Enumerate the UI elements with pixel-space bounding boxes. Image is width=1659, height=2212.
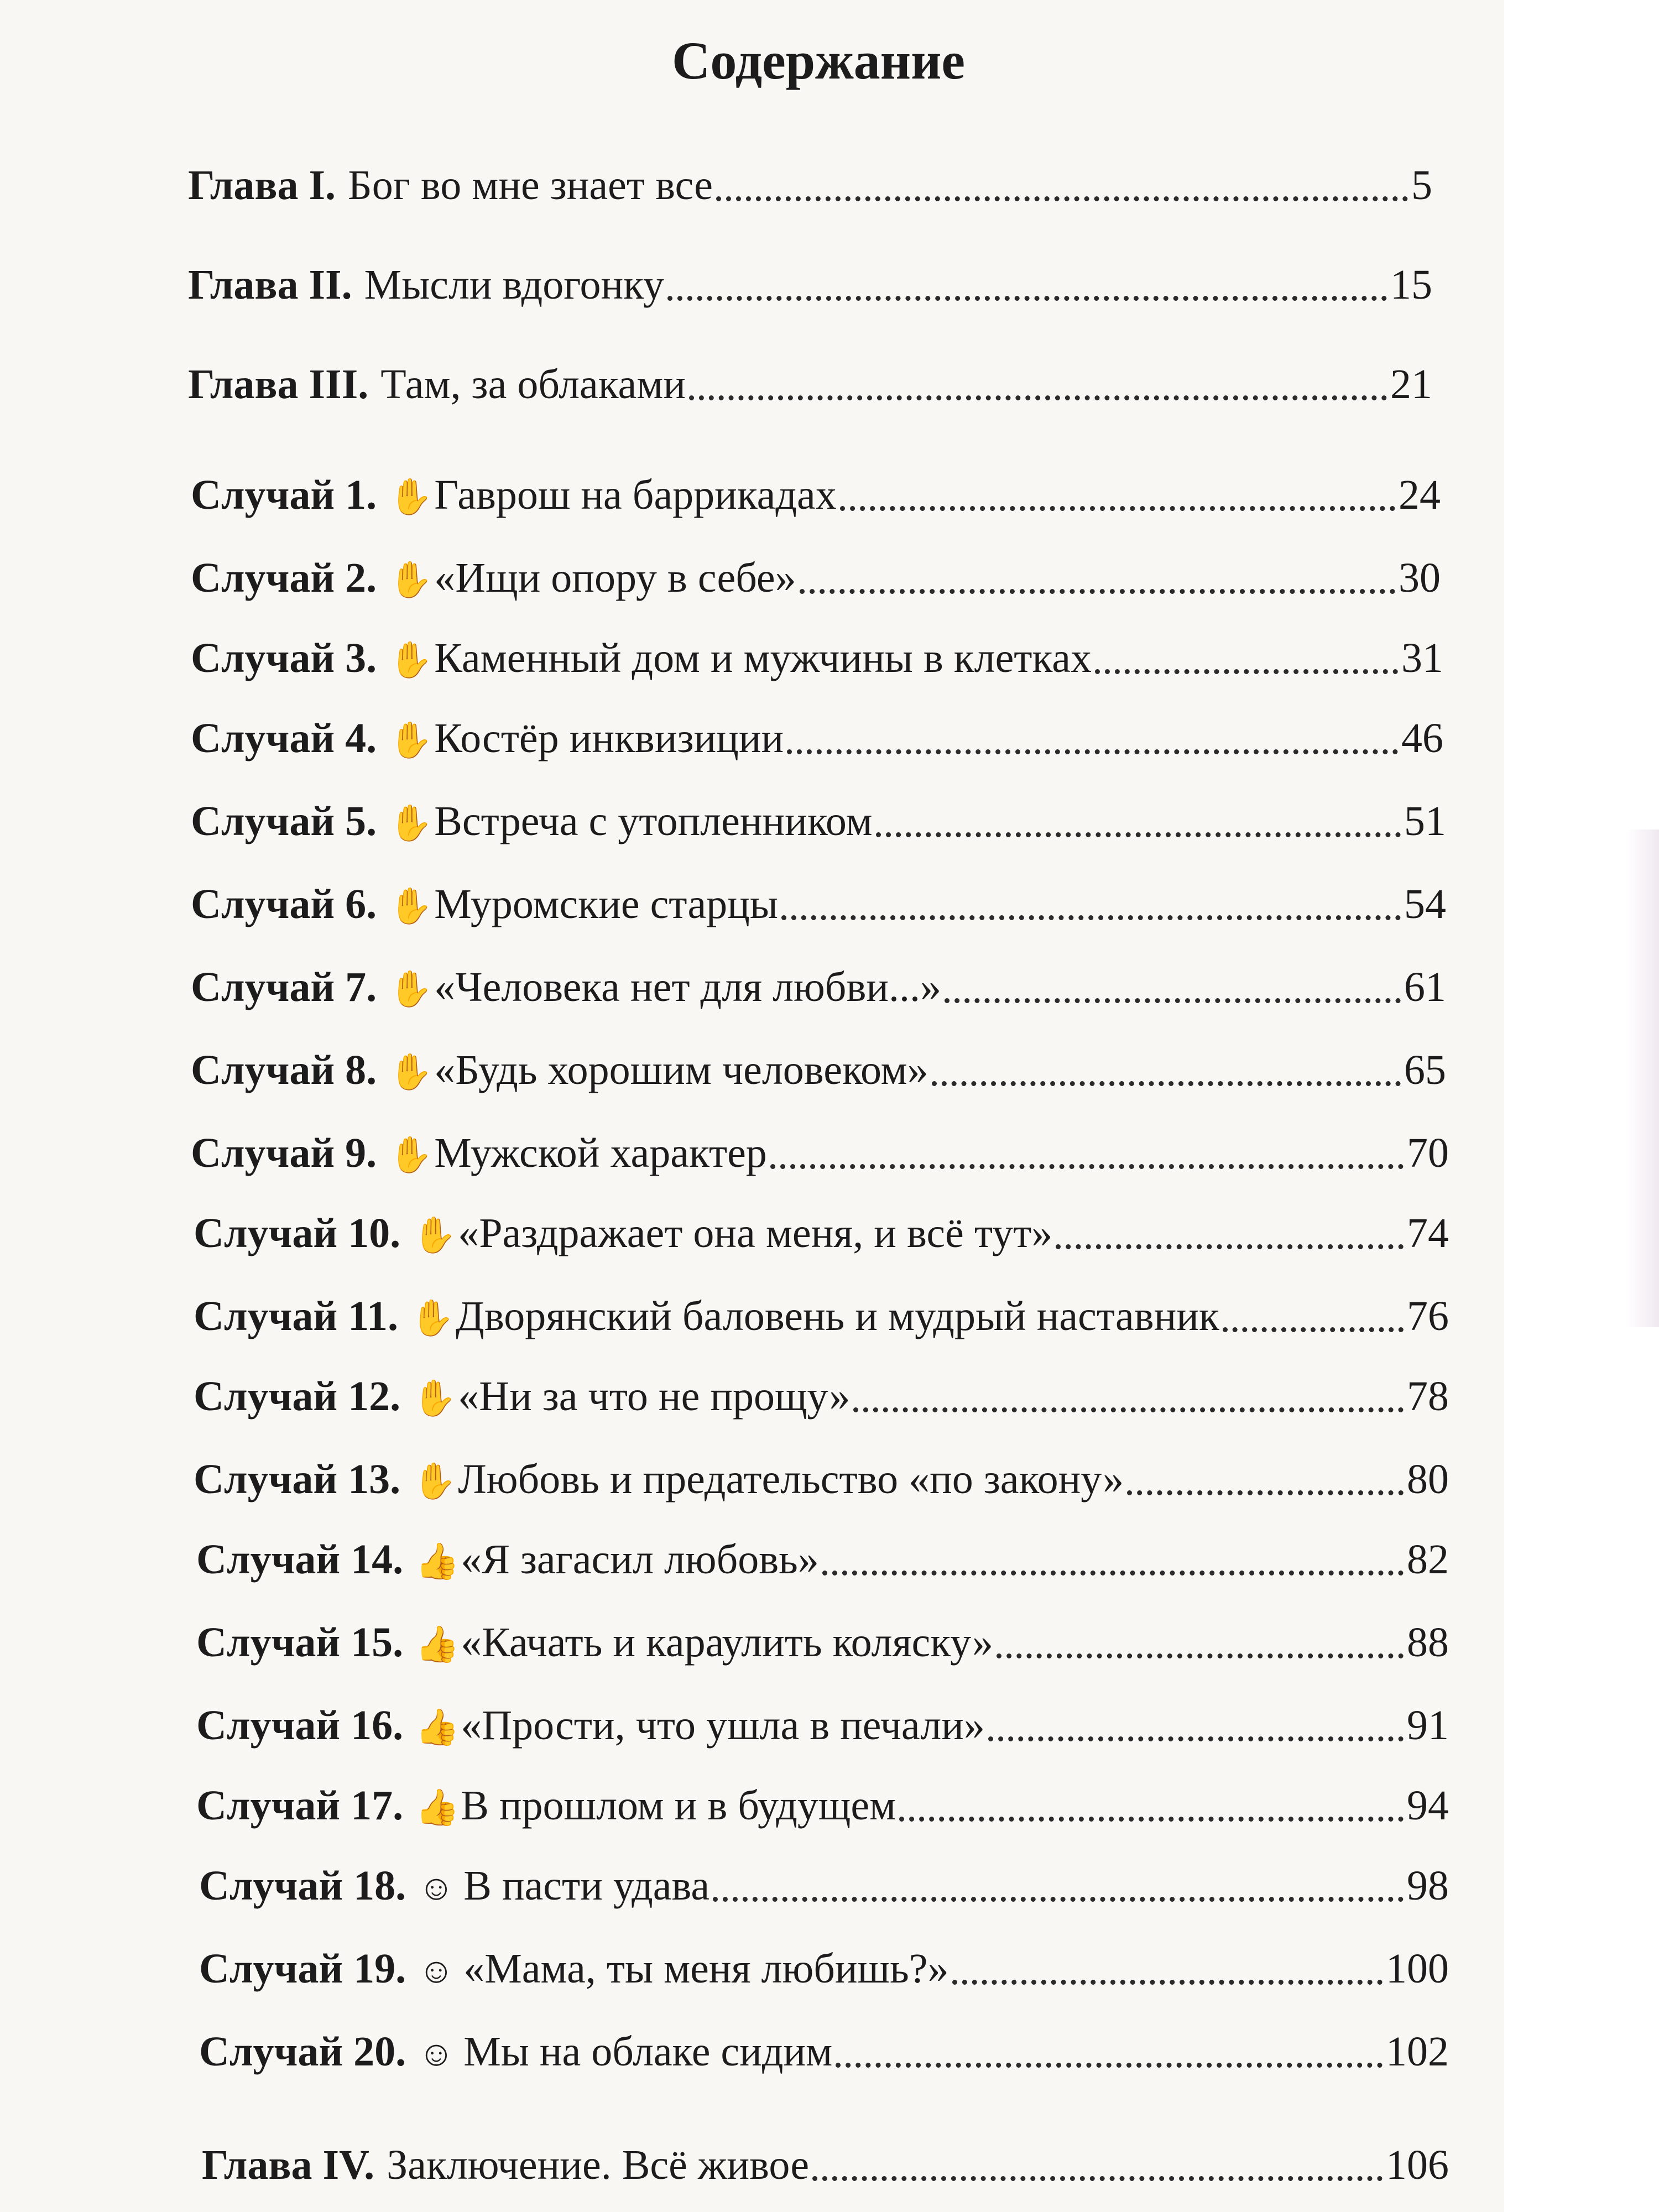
toc-entry-title: Там, за облаками bbox=[380, 361, 686, 408]
toc-entry-title: «Человека нет для любви...» bbox=[434, 964, 942, 1010]
toc-entry-label: Случай 12. bbox=[194, 1373, 401, 1420]
thumbs-up-icon: 👍 bbox=[415, 1625, 460, 1664]
toc-entry bbox=[196, 1612, 1449, 1673]
toc-entry-page-number: 24 bbox=[1399, 472, 1441, 518]
dot-leader bbox=[1223, 1327, 1404, 1332]
toc-entry bbox=[196, 1529, 1449, 1590]
toc-entry-page-number: 5 bbox=[1411, 162, 1432, 208]
dot-leader bbox=[812, 2176, 1383, 2181]
hand-icon: ✋ bbox=[413, 1462, 457, 1501]
toc-entry-label: Случай 6. bbox=[191, 881, 377, 927]
toc-entry bbox=[196, 1695, 1449, 1756]
hand-icon: ✋ bbox=[389, 477, 433, 517]
toc-entry-title: Встреча с утопленником bbox=[434, 798, 873, 844]
toc-entry-label: Случай 3. bbox=[191, 635, 377, 681]
toc-entry-label: Случай 20. bbox=[199, 2028, 406, 2075]
toc-entry-page-number: 88 bbox=[1407, 1619, 1449, 1666]
toc-entry-label: Случай 16. bbox=[196, 1702, 404, 1749]
hand-icon: ✋ bbox=[389, 969, 433, 1009]
thumbs-up-icon: 👍 bbox=[415, 1708, 460, 1747]
toc-entry bbox=[191, 708, 1443, 769]
toc-entry bbox=[188, 254, 1432, 315]
hand-icon: ✋ bbox=[413, 1215, 457, 1255]
toc-entry-page-number: 54 bbox=[1404, 881, 1446, 927]
toc-entry-label: Случай 5. bbox=[191, 798, 377, 844]
thumbs-up-icon: 👍 bbox=[415, 1542, 460, 1581]
toc-entry-page-number: 78 bbox=[1407, 1373, 1449, 1420]
toc-entry bbox=[191, 957, 1446, 1018]
toc-entry-page-number: 106 bbox=[1386, 2142, 1449, 2188]
toc-entry-title: «Ищи опору в себе» bbox=[434, 555, 796, 601]
dot-leader bbox=[667, 296, 1387, 301]
toc-entry-title: Муромские старцы bbox=[434, 881, 778, 927]
toc-entry bbox=[202, 2135, 1449, 2195]
toc-entry bbox=[191, 628, 1443, 688]
toc-entry-title: «Раздражает она меня, и всё тут» bbox=[458, 1210, 1053, 1256]
toc-entry-page-number: 51 bbox=[1404, 798, 1446, 844]
dot-leader bbox=[952, 1980, 1383, 1985]
toc-entry-label: Случай 9. bbox=[191, 1130, 377, 1176]
toc-entry-page-number: 74 bbox=[1407, 1210, 1449, 1256]
hand-icon: ✋ bbox=[389, 804, 433, 843]
toc-entry-page-number: 76 bbox=[1407, 1293, 1449, 1339]
hand-icon: ✋ bbox=[389, 721, 433, 760]
toc-entry-title: Мы на облаке сидим bbox=[463, 2028, 833, 2075]
toc-entry-title: «Мама, ты меня любишь?» bbox=[463, 1945, 949, 1992]
dot-leader bbox=[836, 2063, 1383, 2068]
thumbs-up-icon: 👍 bbox=[415, 1788, 460, 1827]
toc-entry-title: Дворянский баловень и мудрый наставник bbox=[455, 1293, 1219, 1339]
toc-entry-label: Случай 14. bbox=[196, 1536, 404, 1583]
dot-leader bbox=[713, 1897, 1404, 1902]
hand-icon: ✋ bbox=[410, 1298, 455, 1338]
toc-entry-page-number: 98 bbox=[1407, 1863, 1449, 1909]
toc-entry-label: Случай 2. bbox=[191, 555, 377, 601]
hand-icon: ✋ bbox=[389, 1052, 433, 1092]
toc-entry-title: Любовь и предательство «по закону» bbox=[458, 1456, 1124, 1503]
toc-entry-label: Глава III. bbox=[188, 361, 369, 408]
toc-entry-title: «Будь хорошим человеком» bbox=[434, 1047, 928, 1093]
toc-entry-label: Случай 4. bbox=[191, 715, 377, 761]
toc-entry-title: Бог во мне знает все bbox=[348, 162, 713, 208]
toc-entry-page-number: 91 bbox=[1407, 1702, 1449, 1749]
toc-entry-title: Заключение. Всё живое bbox=[387, 2142, 810, 2188]
toc-entry-page-number: 30 bbox=[1399, 555, 1441, 601]
toc-entry-label: Случай 10. bbox=[194, 1210, 401, 1256]
dot-leader bbox=[988, 1736, 1404, 1741]
toc-entry-label: Случай 17. bbox=[196, 1782, 404, 1829]
toc-entry bbox=[191, 547, 1441, 608]
toc-entry-page-number: 65 bbox=[1404, 1047, 1446, 1093]
dot-leader bbox=[787, 749, 1398, 754]
toc-entry-label: Глава II. bbox=[188, 262, 352, 308]
toc-entry-page-number: 80 bbox=[1407, 1456, 1449, 1503]
dot-leader bbox=[689, 395, 1387, 400]
dot-leader bbox=[853, 1407, 1404, 1412]
toc-entry-title: Гаврош на баррикадах bbox=[434, 472, 837, 518]
toc-entry-label: Случай 1. bbox=[191, 472, 377, 518]
dot-leader bbox=[770, 1164, 1404, 1169]
toc-entry-label: Случай 7. bbox=[191, 964, 377, 1010]
toc-entry-label: Случай 13. bbox=[194, 1456, 401, 1503]
dot-leader bbox=[945, 998, 1401, 1003]
toc-entry-title: «Прости, что ушла в печали» bbox=[461, 1702, 985, 1749]
toc-entry-label: Случай 11. bbox=[194, 1293, 398, 1339]
dot-leader bbox=[1056, 1244, 1404, 1249]
toc-entry-label: Случай 19. bbox=[199, 1945, 406, 1992]
toc-entry-page-number: 46 bbox=[1401, 715, 1443, 761]
toc-entry-title: Мысли вдогонку bbox=[364, 262, 665, 308]
smiley-icon: ☺ bbox=[418, 2034, 455, 2073]
hand-icon: ✋ bbox=[389, 886, 433, 926]
toc-entry-label: Случай 8. bbox=[191, 1047, 377, 1093]
toc-entry bbox=[188, 354, 1432, 415]
toc-entry-label: Глава I. bbox=[188, 162, 336, 208]
hand-icon: ✋ bbox=[389, 560, 433, 599]
smiley-icon: ☺ bbox=[418, 1868, 455, 1907]
toc-entry-page-number: 21 bbox=[1390, 361, 1432, 408]
toc-entry-page-number: 70 bbox=[1407, 1130, 1449, 1176]
toc-entry-title: Мужской характер bbox=[434, 1130, 767, 1176]
toc-entry bbox=[191, 791, 1446, 852]
toc-entry bbox=[199, 1855, 1449, 1916]
toc-entry-title: «Ни за что не прощу» bbox=[458, 1373, 851, 1420]
toc-entry bbox=[199, 2021, 1449, 2082]
toc-entry-title: «Я загасил любовь» bbox=[461, 1536, 819, 1583]
dot-leader bbox=[1095, 669, 1398, 674]
toc-entry bbox=[191, 1040, 1446, 1100]
toc-entry bbox=[194, 1286, 1449, 1347]
toc-entry-page-number: 61 bbox=[1404, 964, 1446, 1010]
toc-entry-label: Случай 15. bbox=[196, 1619, 404, 1666]
dot-leader bbox=[899, 1817, 1404, 1822]
toc-entry-page-number: 15 bbox=[1390, 262, 1432, 308]
toc-entry-title: В прошлом и в будущем bbox=[461, 1782, 896, 1829]
toc-entry bbox=[199, 1938, 1449, 1999]
dot-leader bbox=[932, 1081, 1401, 1086]
smiley-icon: ☺ bbox=[418, 1951, 455, 1990]
hand-icon: ✋ bbox=[389, 1135, 433, 1175]
toc-entry bbox=[196, 1775, 1449, 1836]
dot-leader bbox=[822, 1571, 1404, 1575]
toc-entry-label: Случай 18. bbox=[199, 1863, 406, 1909]
dot-leader bbox=[1127, 1490, 1404, 1495]
toc-entry-title: В пасти удава bbox=[463, 1863, 710, 1909]
toc-entry-page-number: 31 bbox=[1401, 635, 1443, 681]
toc-entry bbox=[194, 1366, 1449, 1427]
toc-entry-page-number: 100 bbox=[1386, 1945, 1449, 1992]
dot-leader bbox=[800, 589, 1395, 594]
dot-leader bbox=[716, 196, 1408, 201]
toc-entry bbox=[191, 465, 1441, 525]
hand-icon: ✋ bbox=[389, 640, 433, 680]
page-title: Содержание bbox=[672, 31, 965, 90]
toc-entry-label: Глава IV. bbox=[202, 2142, 375, 2188]
toc-entry bbox=[194, 1203, 1449, 1264]
dot-leader bbox=[997, 1653, 1404, 1658]
dot-leader bbox=[781, 915, 1401, 920]
dot-leader bbox=[840, 506, 1395, 511]
toc-entry-page-number: 82 bbox=[1407, 1536, 1449, 1583]
toc-entry bbox=[188, 155, 1432, 216]
toc-entry-page-number: 94 bbox=[1407, 1782, 1449, 1829]
toc-entry-title: Каменный дом и мужчины в клетках bbox=[434, 635, 1092, 681]
hand-icon: ✋ bbox=[413, 1379, 457, 1418]
dot-leader bbox=[876, 832, 1401, 837]
toc-entry-page-number: 102 bbox=[1386, 2028, 1449, 2075]
toc-entry bbox=[194, 1449, 1449, 1510]
toc-entry-title: «Качать и караулить коляску» bbox=[461, 1619, 994, 1666]
toc-entry bbox=[191, 874, 1446, 935]
toc-entry-title: Костёр инквизиции bbox=[434, 715, 784, 761]
toc-entry bbox=[191, 1123, 1449, 1183]
